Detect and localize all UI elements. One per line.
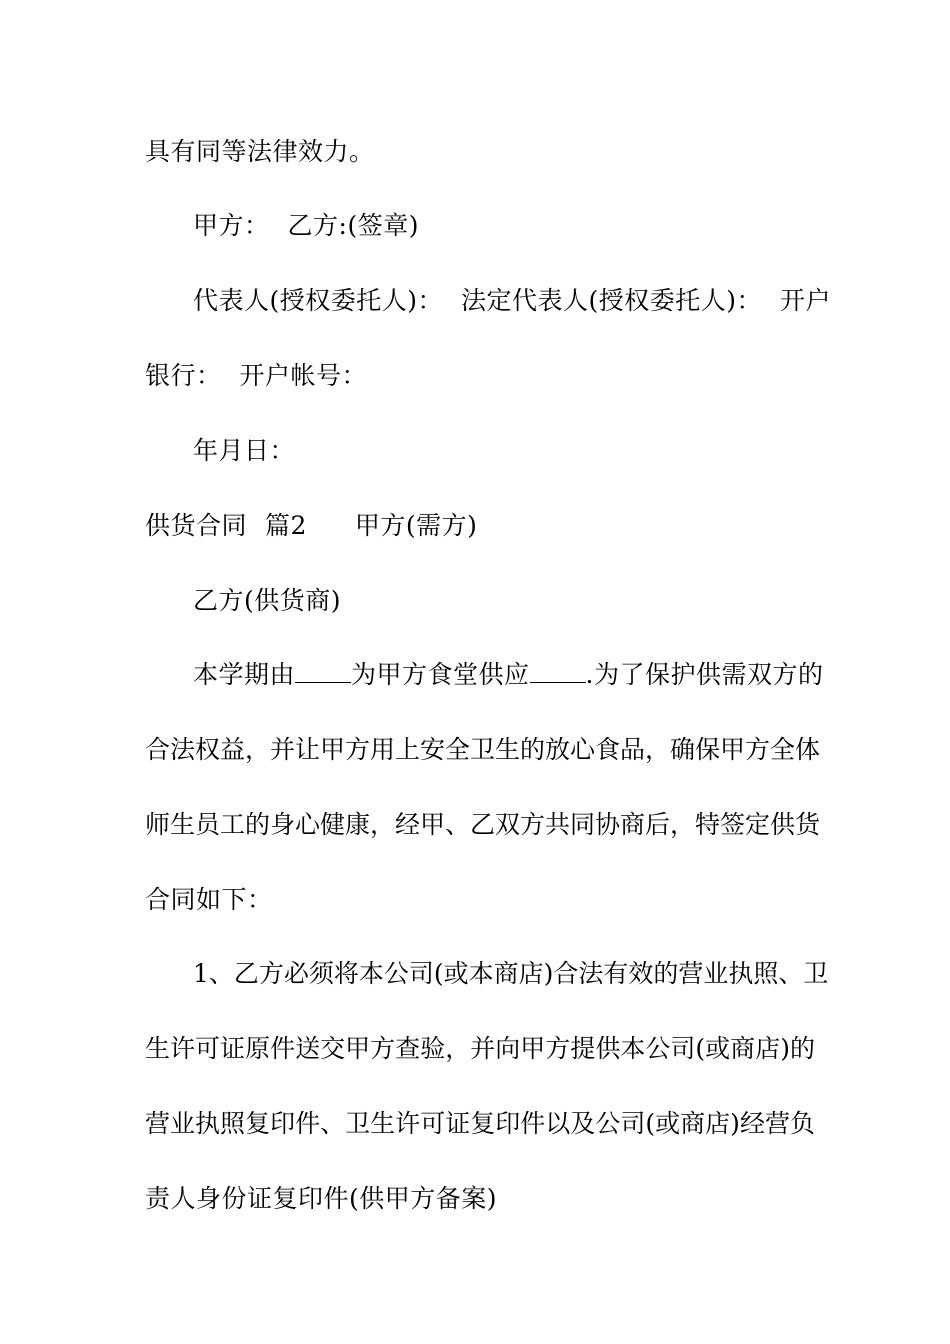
paragraph-line: 1、乙方必须将本公司(或本商店)合法有效的营业执照、卫 — [193, 959, 829, 988]
text-segment: 为甲方食堂供应 — [351, 660, 530, 689]
account-label: 开户帐号： — [239, 361, 368, 390]
bank-label-start: 开户 — [780, 286, 832, 315]
representative-label: 代表人(授权委托人)： — [193, 286, 444, 315]
signature-line-representatives — [193, 285, 832, 317]
section-heading — [145, 510, 815, 542]
date-line — [193, 435, 815, 467]
contract-title: 供货合同 — [145, 511, 248, 540]
bank-label-end: 银行： — [145, 361, 222, 390]
party-b-supplier: 乙方(供货商) — [193, 586, 342, 615]
section-number: 篇2 — [265, 511, 307, 540]
paragraph-line: 责人身份证复印件(供甲方备案) — [145, 1184, 498, 1213]
paragraph-line: 合法权益，并让甲方用上安全卫生的放心食品，确保甲方全体 — [145, 735, 821, 764]
party-a-label: 甲方： — [193, 211, 270, 240]
text-segment: 具有同等法律效力。 — [145, 137, 375, 166]
signature-line-parties — [193, 210, 815, 242]
paragraph-line — [193, 659, 824, 691]
legal-representative-label: 法定代表人(授权委托人)： — [461, 286, 763, 315]
paragraph-line: 营业执照复印件、卫生许可证复印件以及公司(或商店)经营负 — [145, 1109, 815, 1138]
signature-line-bank — [145, 360, 815, 392]
blank-field — [530, 660, 586, 683]
party-b-label: 乙方:(签章) — [287, 211, 419, 240]
blank-field — [295, 660, 351, 683]
date-label: 年月日： — [193, 436, 296, 465]
text-segment: 本学期由 — [193, 660, 296, 689]
text-segment: .为了保护供需双方的 — [585, 660, 824, 689]
party-a-demand: 甲方(需方) — [354, 511, 478, 540]
paragraph-line: 师生员工的身心健康，经甲、乙双方共同协商后，特签定供货 — [145, 810, 821, 839]
paragraph-line: 合同如下： — [145, 885, 273, 914]
paragraph-line: 生许可证原件送交甲方查验，并向甲方提供本公司(或商店)的 — [145, 1034, 815, 1063]
party-b-line — [193, 585, 815, 617]
paragraph-line — [145, 136, 815, 168]
